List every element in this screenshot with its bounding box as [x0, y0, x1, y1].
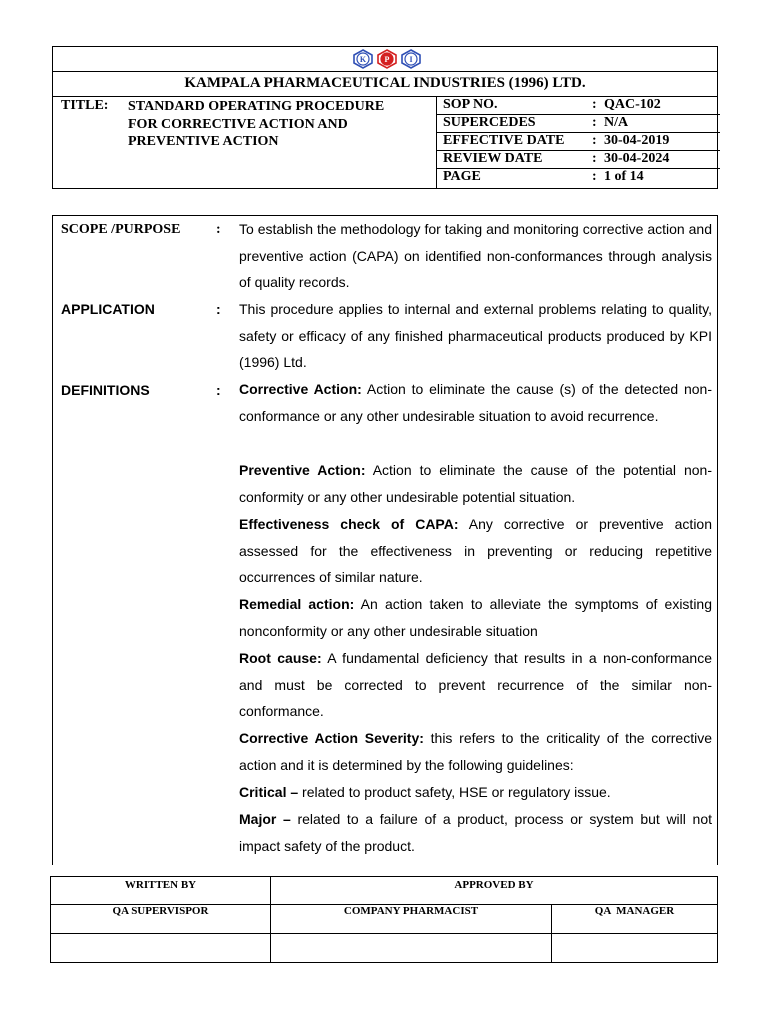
definition-text: this refers to the criticality of the corrective action and it is determined by the following guidelines:: [239, 730, 712, 773]
sop-number-label: SOP NO.: [443, 97, 498, 112]
application-colon: :: [216, 301, 221, 317]
scope-colon: :: [216, 222, 221, 237]
page-row: [437, 168, 720, 186]
document-body: [52, 215, 718, 865]
sop-colon: :: [592, 115, 597, 130]
definition-term: Remedial action:: [239, 596, 355, 612]
sop-colon: :: [592, 133, 597, 148]
title-label: TITLE:: [61, 98, 109, 113]
title-area: [53, 96, 717, 188]
definition-text: An action taken to alleviate the symptoms of existing nonconformity or any other undesirable situation: [239, 596, 713, 639]
definition-term: Major –: [239, 811, 291, 827]
logo-letter-i: I: [409, 55, 413, 64]
definition-effectiveness-check: [239, 511, 712, 591]
logo-letter-p: P: [384, 55, 390, 64]
supercedes-row: [437, 114, 720, 133]
title-line: STANDARD OPERATING PROCEDURE: [128, 99, 385, 114]
definition-text: A fundamental deficiency that results in a non-conformance and must be corrected to prevent recurrence of the similar non-conformance.: [239, 650, 712, 720]
sop-info-table: [436, 96, 720, 188]
application-text: This procedure applies to internal and external problems relating to quality, safety or efficacy of any finished pharmaceutical products produced by KPI (1996) Ltd.: [239, 301, 712, 371]
definition-text: related to product safety, HSE or regulatory issue.: [298, 784, 611, 800]
definitions-colon: :: [216, 382, 221, 398]
effective-date-row: [437, 132, 720, 151]
review-date-row: [437, 150, 720, 169]
definition-root-cause: [239, 645, 712, 725]
supercedes-label: SUPERCEDES: [443, 115, 536, 130]
definition-major: [239, 806, 712, 859]
logo-row: [53, 47, 717, 72]
company-name: KAMPALA PHARMACEUTICAL INDUSTRIES (1996) LTD.: [53, 71, 717, 97]
definition-text: related to a failure of a product, process or system but will not impact safety of the product.: [239, 811, 713, 854]
definition-critical: [239, 779, 712, 806]
document-title: [128, 98, 448, 151]
title-line: FOR CORRECTIVE ACTION AND: [128, 116, 348, 132]
signature-table: [50, 876, 718, 963]
qa-supervisor-label: QA SUPERVISPOR: [112, 905, 209, 917]
definition-term: Critical –: [239, 784, 299, 800]
qa-manager-label: QA MANAGER: [594, 905, 675, 917]
definition-corrective-action-severity: [239, 725, 712, 778]
definition-text: Action to eliminate the cause (s) of the detected non-conformance or any other undesirable situation to avoid recurrence.: [239, 381, 713, 424]
review-date-value: 30-04-2024: [604, 151, 670, 166]
effective-date-label: EFFECTIVE DATE: [443, 133, 565, 148]
review-date-label: REVIEW DATE: [443, 151, 543, 166]
logo-k-badge: [354, 50, 372, 68]
supercedes-value: N/A: [604, 115, 629, 130]
definition-remedial-action: [239, 591, 712, 644]
logo-p-badge: [378, 50, 396, 68]
sop-colon: :: [592, 169, 597, 184]
definition-text: Action to eliminate the cause of the potential non-conformity or any other undesirable potential situation.: [239, 462, 713, 505]
definition-corrective-action: [239, 376, 712, 429]
qa-manager-signature-cell[interactable]: [552, 934, 717, 962]
definition-term: Corrective Action Severity:: [239, 730, 424, 746]
written-by-header: WRITTEN BY: [124, 879, 197, 891]
definition-preventive-action: [239, 457, 712, 510]
company-pharmacist-signature-cell[interactable]: [271, 934, 551, 962]
sop-number-row: [437, 96, 720, 115]
title-line: PREVENTIVE ACTION: [128, 134, 279, 149]
application-label: APPLICATION: [61, 301, 155, 317]
approved-by-header: APPROVED BY: [454, 879, 534, 891]
page-value: 1 of 14: [604, 169, 644, 184]
scope-text: To establish the methodology for taking and monitoring corrective action and preventive action (CAPA) on identified non-conformances through analysis of quality records.: [239, 221, 712, 291]
definition-term: Preventive Action:: [239, 462, 366, 478]
effective-date-value: 30-04-2019: [604, 133, 670, 148]
kpi-logo: [351, 49, 423, 69]
logo-i-badge: [402, 50, 420, 68]
definition-term: Root cause:: [239, 650, 322, 666]
logo-letter-k: K: [359, 55, 367, 64]
page-label: PAGE: [443, 169, 481, 184]
sop-colon: :: [592, 151, 597, 166]
definitions-label: DEFINITIONS: [61, 382, 150, 398]
qa-supervisor-signature-cell[interactable]: [51, 934, 270, 962]
company-pharmacist-label: COMPANY PHARMACIST: [343, 905, 479, 917]
definition-term: Corrective Action:: [239, 381, 362, 397]
sop-number-value: QAC-102: [604, 97, 661, 112]
sop-colon: :: [592, 97, 597, 112]
scope-label: SCOPE /PURPOSE: [61, 222, 181, 237]
definition-term: Effectiveness check of CAPA:: [239, 516, 459, 532]
definition-text: Any corrective or preventive action assessed for the effectiveness in preventing or reducing repetitive occurrences of similar nature.: [239, 516, 713, 586]
document-header: [52, 46, 718, 189]
